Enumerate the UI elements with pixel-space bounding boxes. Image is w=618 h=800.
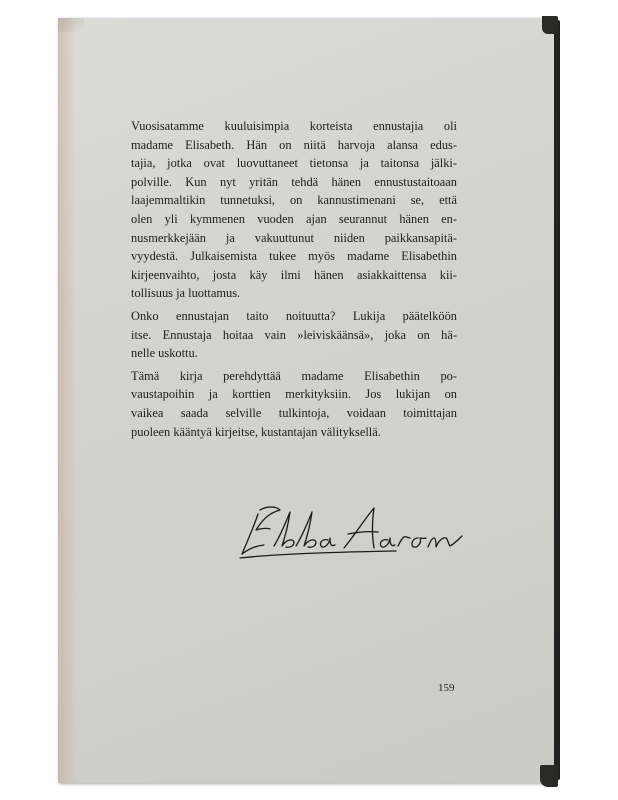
text-line: vyydestä. Julkaisemista tukee myös madame Elisabethin	[131, 249, 457, 264]
paragraph-2	[131, 307, 457, 363]
text-line: nelle uskottu.	[131, 346, 198, 361]
text-line: madame Elisabeth. Hän on niitä harvoja alansa edus-	[131, 137, 457, 152]
text-line: vaikea saada selville tulkintoja, voidaan toimittajan	[131, 405, 457, 420]
spine-stain	[58, 18, 76, 783]
text-line: tajia, jotka ovat luovuttaneet tietonsa ja taitonsa jälki-	[131, 156, 457, 171]
corner-wear-top-right	[542, 16, 558, 34]
text-line: nusmerkkejään ja vakuuttunut niiden paikkansapitä-	[131, 230, 457, 245]
text-line: itse. Ennustaja hoitaa vain »leiviskäänsä», joka on hä-	[131, 327, 457, 342]
blurb-text	[131, 117, 457, 445]
book-back-cover	[58, 18, 554, 783]
paragraph-3	[131, 367, 457, 441]
text-line: vaustapoihin ja korttien merkityksiin. Jos lukijan on	[131, 387, 457, 402]
page-number: 159	[438, 682, 455, 694]
handwritten-signature	[236, 496, 466, 566]
paragraph-1	[131, 117, 457, 303]
text-line: tollisuus ja luottamus.	[131, 286, 241, 301]
text-line: polville. Kun nyt yritän tehdä hänen ennustustaitoaan	[131, 174, 457, 189]
text-line: Tämä kirja perehdyttää madame Elisabethin po-	[131, 368, 457, 383]
corner-wear-top-left	[58, 18, 84, 32]
text-line: Onko ennustajan taito noituutta? Lukija päätelköön	[131, 308, 457, 323]
text-line: laajemmaltikin tunnetuksi, on kannustimenani se, että	[131, 193, 457, 208]
text-line: kirjeenvaihto, josta käy ilmi hänen asiakkaittensa kii-	[131, 267, 457, 282]
corner-wear-bottom-right	[540, 765, 558, 787]
text-line: olen yli kymmenen vuoden ajan seurannut hänen en-	[131, 211, 457, 226]
text-line: puoleen kääntyä kirjeitse, kustantajan välityksellä.	[131, 424, 381, 439]
text-line: Vuosisatamme kuuluisimpia korteista ennustajia oli	[131, 119, 457, 133]
